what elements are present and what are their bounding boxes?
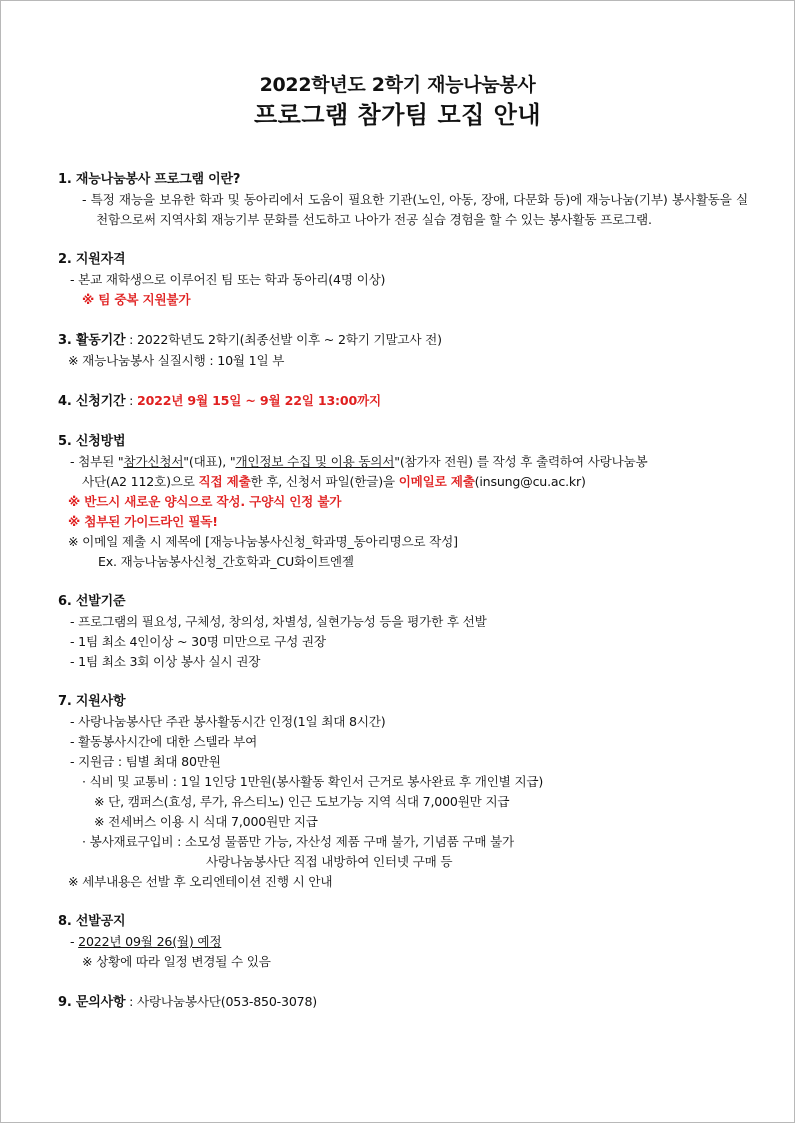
section-7-note: ※ 세부내용은 선발 후 오리엔테이션 진행 시 안내 <box>68 874 333 889</box>
section-3-value: : 2022학년도 2학기(최종선발 이후 ~ 2학기 기말고사 전) <box>125 332 442 347</box>
section-8-note: ※ 상황에 따라 일정 변경될 수 있음 <box>82 954 271 969</box>
section-9-value: : 사랑나눔봉사단(053-850-3078) <box>125 994 317 1009</box>
section-3-note: ※ 재능나눔봉사 실질시행 : 10월 1일 부 <box>68 353 285 368</box>
direct-submit-emphasis: 직접 제출 <box>198 474 251 489</box>
section-5-line-1 <box>58 452 738 472</box>
section-6-item: - 1팀 최소 3회 이상 봉사 실시 권장 <box>70 654 261 669</box>
title-line-2: 프로그램 참가팀 모집 안내 <box>253 101 542 129</box>
section-8-heading: 8. 선발공지 <box>58 914 126 929</box>
section-7-item-3: - 지원금 : 팀별 최대 80만원 <box>70 754 221 769</box>
application-form-link[interactable]: 참가신청서 <box>123 454 184 469</box>
email-address: (insung@cu.ac.kr) <box>474 474 586 489</box>
section-4-separator: : <box>125 393 137 408</box>
section-7-item-2: - 활동봉사시간에 대한 스텔라 부여 <box>70 734 258 749</box>
section-7-heading: 7. 지원사항 <box>58 694 126 709</box>
section-5-heading: 5. 신청방법 <box>58 434 126 449</box>
section-5-note-2: ※ 첨부된 가이드라인 필독! <box>68 514 218 529</box>
text-fragment: 사단(A2 112호)으로 <box>82 474 199 489</box>
section-5-note-1: ※ 반드시 새로운 양식으로 작성. 구양식 인정 불가 <box>68 494 342 509</box>
section-7-sub-2-cont: 사랑나눔봉사단 직접 내방하여 인터넷 구매 등 <box>206 854 453 869</box>
section-2-note: ※ 팀 중복 지원불가 <box>82 292 191 307</box>
section-8-item <box>58 932 738 952</box>
section-3-line <box>58 330 738 351</box>
document-body <box>58 170 748 1013</box>
section-5-example: Ex. 재능나눔봉사신청_간호학과_CU화이트엔젤 <box>98 554 354 569</box>
email-submit-emphasis: 이메일로 제출 <box>398 474 475 489</box>
section-2-heading: 2. 지원자격 <box>58 252 126 267</box>
section-7-sub-2: · 봉사재료구입비 : 소모성 물품만 가능, 자산성 제품 구매 불가, 기념품 구매 불가 <box>82 834 515 849</box>
section-5-note-3: ※ 이메일 제출 시 제목에 [재능나눔봉사신청_학과명_동아리명으로 작성] <box>68 534 458 549</box>
text-fragment: "(대표), " <box>183 454 236 469</box>
section-1-body: - 특정 재능을 보유한 학과 및 동아리에서 도움이 필요한 기관(노인, 아동, 장애, 다문화 등)에 재능나눔(기부) 봉사활동을 실천함으로써 지역사회 재능기부 문화를 선도하고 나아가 전공 실습 경험을 할 수 있는 봉사활동 프로그램. <box>82 192 748 227</box>
section-4-heading: 4. 신청기간 <box>58 394 126 409</box>
section-1-heading: 1. 재능나눔봉사 프로그램 이란? <box>58 172 241 187</box>
section-9-line <box>58 992 738 1013</box>
section-6-item: - 1팀 최소 4인이상 ~ 30명 미만으로 구성 권장 <box>70 634 326 649</box>
text-fragment: "(참가자 전원) 를 작성 후 출력하여 사랑나눔봉 <box>394 454 648 469</box>
section-6-heading: 6. 선발기준 <box>58 594 126 609</box>
section-2-item: - 본교 재학생으로 이루어진 팀 또는 학과 동아리(4명 이상) <box>70 272 386 287</box>
section-7-sub-1-note-1: ※ 단, 캠퍼스(효성, 루가, 유스티노) 인근 도보가능 지역 식대 7,000원만 지급 <box>94 794 510 809</box>
section-7-sub-1-note-2: ※ 전세버스 이용 시 식대 7,000원만 지급 <box>94 814 318 829</box>
section-7-sub-1: · 식비 및 교통비 : 1일 1인당 1만원(봉사활동 확인서 근거로 봉사완료 후 개인별 지급) <box>82 774 544 789</box>
document-title <box>0 72 795 132</box>
text-fragment: 한 후, 신청서 파일(한글)을 <box>250 474 399 489</box>
section-7-item-1: - 사랑나눔봉사단 주관 봉사활동시간 인정(1일 최대 8시간) <box>70 714 386 729</box>
section-3-heading: 3. 활동기간 <box>58 333 126 348</box>
text-fragment: - 첨부된 " <box>70 454 124 469</box>
section-4-value: 2022년 9월 15일 ~ 9월 22일 13:00까지 <box>137 393 381 408</box>
section-6-item: - 프로그램의 필요성, 구체성, 창의성, 차별성, 실현가능성 등을 평가한 후 선발 <box>70 614 487 629</box>
announcement-date: 2022년 09월 26(월) 예정 <box>78 934 222 949</box>
text-fragment: - <box>70 934 79 949</box>
section-5-line-2 <box>58 472 738 492</box>
privacy-consent-form-link[interactable]: 개인정보 수집 및 이용 동의서 <box>235 454 395 469</box>
section-9-heading: 9. 문의사항 <box>58 995 126 1010</box>
title-line-1: 2022학년도 2학기 재능나눔봉사 <box>259 74 536 96</box>
section-4-line <box>58 391 738 412</box>
